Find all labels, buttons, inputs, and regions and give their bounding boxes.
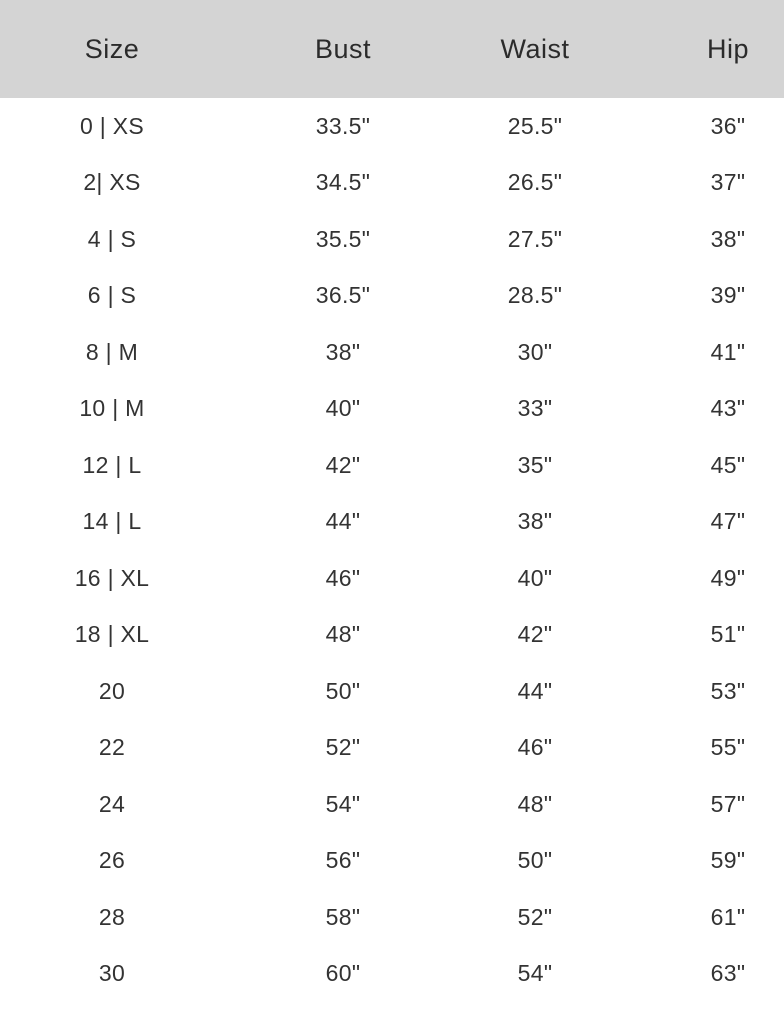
table-row — [0, 324, 784, 381]
table-body — [0, 98, 784, 1002]
table-cell: 40" — [517, 564, 553, 591]
table-cell: 50" — [325, 677, 361, 704]
table-cell: 28 — [98, 903, 126, 930]
table-cell: 39" — [710, 282, 746, 309]
table-cell: 47" — [710, 508, 746, 535]
table-cell: 30 — [98, 960, 126, 987]
table-cell: 2| XS — [83, 169, 141, 196]
table-cell: 38" — [517, 508, 553, 535]
table-row — [0, 268, 784, 325]
table-cell: 27.5" — [507, 225, 563, 252]
table-cell: 22 — [98, 734, 126, 761]
table-cell: 48" — [325, 621, 361, 648]
table-cell: 4 | S — [87, 225, 137, 252]
table-cell: 25.5" — [507, 112, 563, 139]
column-header-size: Size — [84, 33, 140, 64]
table-cell: 57" — [710, 790, 746, 817]
table-cell: 61" — [710, 903, 746, 930]
table-row — [0, 889, 784, 946]
table-row — [0, 211, 784, 268]
table-row — [0, 437, 784, 494]
table-cell: 54" — [517, 960, 553, 987]
table-cell: 60" — [325, 960, 361, 987]
table-cell: 36.5" — [315, 282, 371, 309]
table-row — [0, 494, 784, 551]
table-row — [0, 946, 784, 1003]
table-row — [0, 663, 784, 720]
table-cell: 30" — [517, 338, 553, 365]
table-cell: 53" — [710, 677, 746, 704]
table-cell: 50" — [517, 847, 553, 874]
table-cell: 46" — [517, 734, 553, 761]
table-cell: 63" — [710, 960, 746, 987]
table-cell: 35.5" — [315, 225, 371, 252]
table-cell: 20 — [98, 677, 126, 704]
table-cell: 35" — [517, 451, 553, 478]
table-cell: 36" — [710, 112, 746, 139]
table-cell: 43" — [710, 395, 746, 422]
table-cell: 44" — [517, 677, 553, 704]
table-cell: 6 | S — [87, 282, 137, 309]
table-cell: 37" — [710, 169, 746, 196]
table-cell: 14 | L — [82, 508, 142, 535]
table-cell: 38" — [325, 338, 361, 365]
table-cell: 33" — [517, 395, 553, 422]
table-cell: 10 | M — [79, 395, 145, 422]
table-cell: 54" — [325, 790, 361, 817]
table-cell: 41" — [710, 338, 746, 365]
table-cell: 44" — [325, 508, 361, 535]
table-cell: 51" — [710, 621, 746, 648]
table-cell: 0 | XS — [79, 112, 145, 139]
table-cell: 45" — [710, 451, 746, 478]
table-row — [0, 381, 784, 438]
table-row — [0, 550, 784, 607]
table-cell: 58" — [325, 903, 361, 930]
table-cell: 55" — [710, 734, 746, 761]
column-header-waist: Waist — [500, 33, 570, 64]
table-cell: 8 | M — [85, 338, 139, 365]
table-cell: 52" — [517, 903, 553, 930]
table-cell: 34.5" — [315, 169, 371, 196]
table-cell: 24 — [98, 790, 126, 817]
column-header-bust: Bust — [314, 33, 372, 64]
column-header-hip: Hip — [706, 33, 749, 64]
table-cell: 12 | L — [82, 451, 142, 478]
table-cell: 46" — [325, 564, 361, 591]
table-cell: 16 | XL — [74, 564, 150, 591]
table-row — [0, 776, 784, 833]
table-cell: 48" — [517, 790, 553, 817]
table-cell: 38" — [710, 225, 746, 252]
table-row — [0, 98, 784, 155]
table-cell: 56" — [325, 847, 361, 874]
table-cell: 26 — [98, 847, 126, 874]
table-row — [0, 607, 784, 664]
table-cell: 42" — [325, 451, 361, 478]
table-cell: 33.5" — [315, 112, 371, 139]
table-cell: 59" — [710, 847, 746, 874]
table-header-row — [0, 0, 784, 98]
table-cell: 49" — [710, 564, 746, 591]
table-cell: 42" — [517, 621, 553, 648]
table-cell: 52" — [325, 734, 361, 761]
table-cell: 26.5" — [507, 169, 563, 196]
table-cell: 40" — [325, 395, 361, 422]
table-row — [0, 155, 784, 212]
table-row — [0, 833, 784, 890]
table-cell: 18 | XL — [74, 621, 150, 648]
table-row — [0, 720, 784, 777]
table-cell: 28.5" — [507, 282, 563, 309]
table-header — [0, 0, 784, 98]
